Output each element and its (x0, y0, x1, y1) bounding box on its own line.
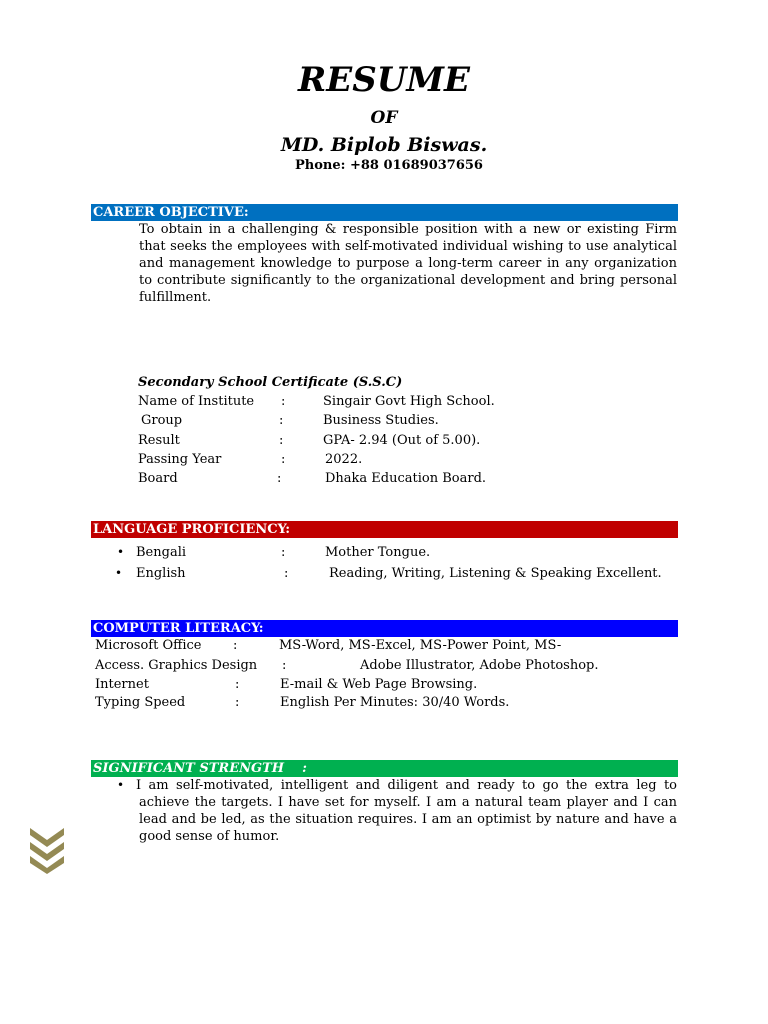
chevron-down-icon (30, 828, 64, 878)
education-label: Result (138, 433, 180, 448)
bullet-icon: • (117, 778, 125, 792)
education-sep: : (277, 471, 282, 486)
education-sep: : (281, 394, 286, 409)
language-heading-label: LANGUAGE PROFICIENCY: (93, 522, 291, 537)
computer-value: E-mail & Web Page Browsing. (280, 677, 478, 692)
education-sep: : (279, 433, 284, 448)
language-heading (91, 521, 678, 538)
computer-sep: : (235, 677, 240, 692)
education-value: Business Studies. (323, 413, 439, 428)
education-row (138, 392, 254, 411)
education-sep: : (279, 413, 284, 428)
computer-value: MS-Word, MS-Excel, MS-Power Point, MS- (279, 638, 562, 653)
education-value: GPA- 2.94 (Out of 5.00). (323, 433, 481, 448)
bullet-icon: • (117, 545, 125, 559)
language-label: Bengali (136, 545, 187, 560)
computer-sep: : (233, 638, 238, 653)
candidate-phone: Phone: +88 01689037656 (295, 158, 483, 173)
education-heading: Secondary School Certificate (S.S.C) (138, 375, 403, 390)
computer-sep: : (282, 658, 287, 673)
education-value: Dhaka Education Board. (325, 471, 487, 486)
computer-sep: : (235, 695, 240, 710)
strength-heading-label: SIGNIFICANT STRENGTH (93, 761, 285, 776)
computer-heading-label: COMPUTER LITERACY: (93, 621, 264, 636)
resume-title: RESUME (298, 60, 470, 100)
computer-heading (91, 620, 678, 637)
resume-of: OF (370, 108, 398, 128)
language-sep: : (281, 545, 286, 560)
education-label: Board (138, 471, 178, 486)
strength-heading-sep: : (302, 761, 307, 776)
computer-label: Internet (95, 677, 149, 692)
education-value: 2022. (325, 452, 363, 467)
computer-label: Microsoft Office (95, 638, 202, 653)
strength-text: I am self-motivated, intelligent and diligent and ready to go the extra leg to achieve the targets. I have set for myself. I am a natural team player and I can lead and be led, as the situation requires. I am an optimist by nature and have a good sense of humor. (136, 778, 677, 844)
bullet-icon: • (115, 566, 123, 580)
career-objective-text: To obtain in a challenging & responsible position with a new or existing Firm that seeks the employees with self-motivated individual wishing to use analytical and management knowledge to purpose a long-term career in any organization to contribute significantly to the organizational development and bring personal fulfillment. (139, 222, 677, 305)
education-label: Name of Institute (138, 394, 255, 409)
education-value: Singair Govt High School. (323, 394, 495, 409)
computer-value: Adobe Illustrator, Adobe Photoshop. (360, 658, 599, 673)
computer-label: Access. Graphics Design (95, 658, 258, 673)
language-value: Reading, Writing, Listening & Speaking Excellent. (329, 566, 662, 581)
career-objective-heading: CAREER OBJECTIVE: (91, 204, 678, 221)
candidate-name: MD. Biplob Biswas. (280, 134, 488, 156)
language-value: Mother Tongue. (325, 545, 431, 560)
language-sep: : (284, 566, 289, 581)
language-label: English (136, 566, 186, 581)
education-label: Group (141, 413, 183, 428)
strength-heading (91, 760, 678, 777)
education-sep: : (281, 452, 286, 467)
computer-label: Typing Speed (95, 695, 186, 710)
computer-value: English Per Minutes: 30/40 Words. (280, 695, 510, 710)
education-label: Passing Year (138, 452, 222, 467)
